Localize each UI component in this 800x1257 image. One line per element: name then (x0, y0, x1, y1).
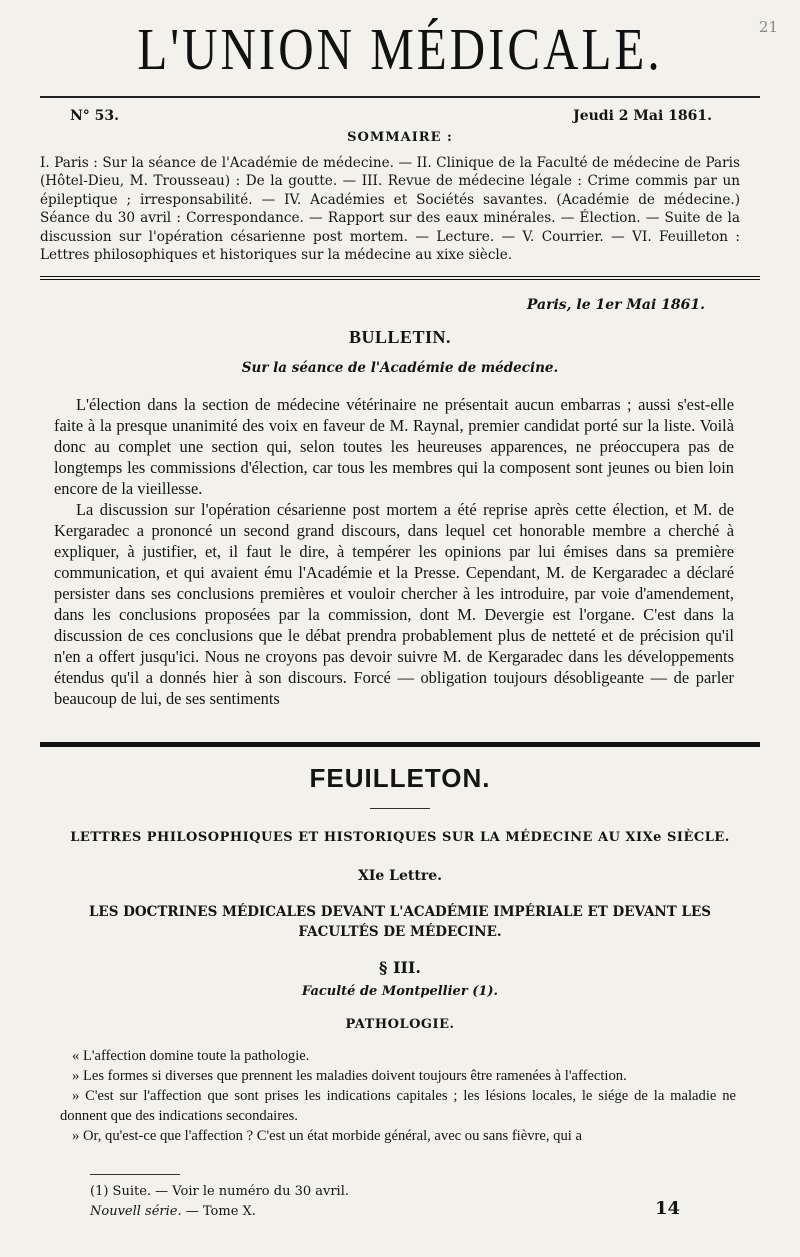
bulletin-dateline: Paris, le 1er Mai 1861. (526, 297, 705, 313)
footnote-line: (1) Suite. — Voir le numéro du 30 avril. (90, 1184, 350, 1199)
feuilleton-divider (370, 808, 430, 809)
bulletin-heading: BULLETIN. (348, 327, 452, 347)
feuilleton-section: § III. (379, 958, 421, 977)
footnote-tome: — Tome X. (181, 1204, 256, 1219)
summary-text: I. Paris : Sur la séance de l'Académie de médecine. — II. Clinique de la Faculté de médecine de Paris (Hôtel-Dieu, M. Trousseau) : De la goutte. — III. Revue de médecine légale : Crime commis par un épileptique ; irresponsabilité. — IV. Académies et Sociétés savantes. (Académie de médecine.) Séance du 30 avril : Correspondance. — Rapport sur des eaux minérales. — Élection. — Suite de la discussion sur l'opération césarienne post mortem. — Lecture. — V. Courrier. — VI. Feuilleton : Lettres philosophiques et historiques sur la médecine au xixe siècle. (40, 155, 740, 264)
folio-number: 14 (654, 1198, 680, 1219)
summary-rule (40, 276, 760, 280)
masthead-title: L'UNION MÉDICALE. (137, 15, 663, 83)
bulletin-paragraph: La discussion sur l'opération césarienne post mortem a été reprise après cette élection, et M. de Kergaradec a prononcé un second grand discours, dans lequel cet honorable membre a cherché à expliquer, à justifier, et, il faut le dire, à tempérer les opinions par lui émises dans sa première communication, et qui avaient ému l'Académie et la Presse. Cependant, M. de Kergaradec a déclaré persister dans ses conclusions premières et vouloir chercher à les introduire, par voie d'amendement, dans les conclusions proposées par la commission, dont M. Devergie est l'organe. C'est dans la discussion de ces conclusions que le débat prendra probablement plus de netteté et de précision qu'il n'en a offert jusqu'ici. Nous ne croyons pas devoir suivre M. de Kergaradec dans les développements étendus qu'il a donnés hier à son discours. Forcé — obligation toujours désobligeante — de parler beaucoup de lui, de ses sentiments (54, 500, 734, 708)
feuilleton-lettre: XIe Lettre. (357, 868, 443, 884)
footnote-series-line (90, 1202, 349, 1222)
footnote (90, 1182, 349, 1222)
bulletin-paragraph: L'élection dans la section de médecine vétérinaire ne présentait aucun embarras ; aussi s'est-elle faite à la presque unanimité des voix en faveur de M. Raynal, premier candidat porté sur la liste. Voilà donc au complet une section qui, selon toutes les heureuses apparences, ne préoccupera pas de longtemps les commissions d'élection, car tous les membres qui la composent sont jeunes ou bien loin encore de la vieillesse. (54, 395, 734, 498)
masthead-rule (40, 96, 760, 98)
sommaire-heading: SOMMAIRE : (347, 130, 453, 145)
feuilleton-paragraph: » Or, qu'est-ce que l'affection ? C'est un état morbide général, avec ou sans fièvre, qui a (72, 1128, 582, 1144)
feuilleton-body (60, 1046, 736, 1146)
corner-page-number: 21 (758, 18, 778, 36)
feuilleton-pathologie: PATHOLOGIE. (345, 1017, 455, 1032)
footnote-series: Nouvell série. (90, 1204, 182, 1219)
feuilleton-title: LETTRES PHILOSOPHIQUES ET HISTORIQUES SUR LA MÉDECINE AU XIXe SIÈCLE. (70, 830, 730, 845)
bulletin-body (54, 394, 734, 709)
footnote-rule (90, 1174, 180, 1175)
feuilleton-rule (40, 742, 760, 747)
bulletin-subheading: Sur la séance de l'Académie de médecine. (241, 360, 559, 376)
feuilleton-heading: FEUILLETON. (309, 763, 491, 793)
feuilleton-doctrines: LES DOCTRINES MÉDICALES DEVANT L'ACADÉMIE IMPÉRIALE ET DEVANT LES FACULTÉS DE MÉDECINE. (88, 904, 712, 940)
feuilleton-faculte: Faculté de Montpellier (1). (301, 984, 499, 999)
feuilleton-paragraph: » Les formes si diverses que prennent les maladies doivent toujours être ramenées à l'affection. (72, 1068, 627, 1084)
feuilleton-paragraph: » C'est sur l'affection que sont prises les indications capitales ; les lésions locales, le siége de la maladie ne donnent que des indications secondaires. (60, 1088, 736, 1124)
feuilleton-paragraph: « L'affection domine toute la pathologie. (72, 1048, 310, 1064)
issue-number: N° 53. (70, 108, 120, 124)
issue-date: Jeudi 2 Mai 1861. (573, 108, 712, 124)
